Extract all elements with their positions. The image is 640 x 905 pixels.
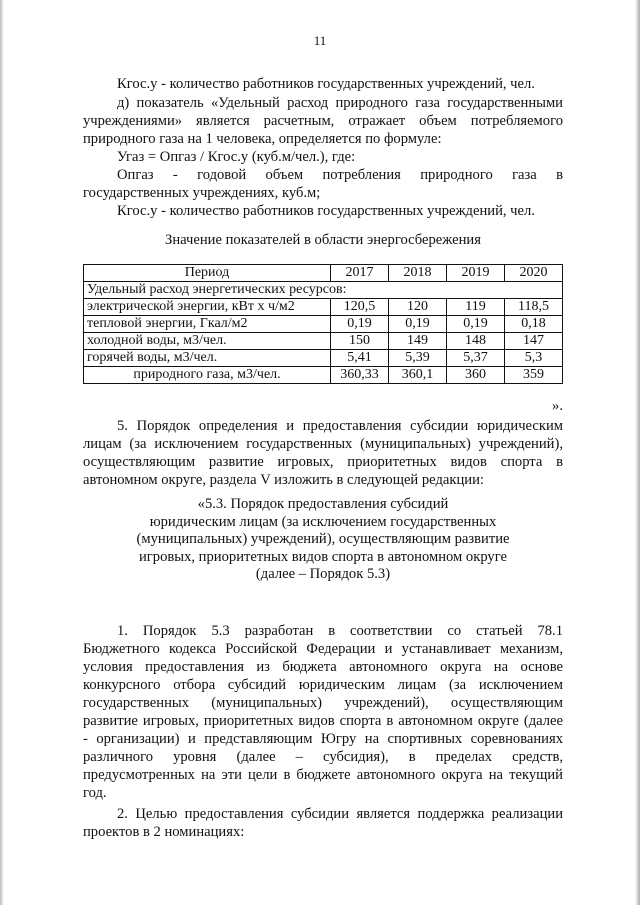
text-line: государственных (муниципальных) учреждений), осуществляющим bbox=[83, 695, 563, 711]
header-period: Период bbox=[84, 265, 331, 282]
table-group-row bbox=[84, 282, 563, 299]
text-line: природного газа на 1 человека, определяется по формуле: bbox=[83, 131, 442, 147]
heading-line: (далее – Порядок 5.3) bbox=[255, 566, 391, 583]
table-row bbox=[84, 316, 563, 333]
text-line: - организации) и представляющим Югру на спортивных соревнованиях bbox=[83, 731, 563, 747]
table-title: Значение показателей в области энергосбережения bbox=[165, 232, 481, 248]
row-label: холодной воды, м3/чел. bbox=[84, 333, 331, 350]
heading-line: игровых, приоритетных видов спорта в автономном округе bbox=[139, 548, 507, 565]
text-line: Кгос.у - количество работников государственных учреждений, чел. bbox=[117, 203, 535, 219]
cell-value: 0,18 bbox=[505, 316, 563, 333]
cell-value: 120,5 bbox=[331, 299, 389, 316]
heading-line: (муниципальных) учреждений), осуществляющим развитие bbox=[136, 531, 510, 548]
text-line: проектов в 2 номинациях: bbox=[83, 824, 245, 840]
cell-value: 147 bbox=[505, 333, 563, 350]
cell-value: 149 bbox=[389, 333, 447, 350]
cell-value: 5,39 bbox=[389, 350, 447, 367]
header-year: 2019 bbox=[447, 265, 505, 282]
cell-value: 119 bbox=[447, 299, 505, 316]
text-line: учреждениями» является расчетным, отражает объем потребляемого bbox=[83, 113, 563, 129]
cell-value: 148 bbox=[447, 333, 505, 350]
cell-value: 150 bbox=[331, 333, 389, 350]
end-quote: ». bbox=[552, 398, 563, 414]
row-label: электрической энергии, кВт х ч/м2 bbox=[84, 299, 331, 316]
text-line: лицам (за исключением государственных (муниципальных) учреждений), bbox=[83, 436, 563, 452]
cell-value: 0,19 bbox=[331, 316, 389, 333]
group-label: Удельный расход энергетических ресурсов: bbox=[84, 282, 563, 299]
cell-value: 0,19 bbox=[447, 316, 505, 333]
table-row bbox=[84, 299, 563, 316]
row-label: тепловой энергии, Гкал/м2 bbox=[84, 316, 331, 333]
cell-value: 360,1 bbox=[389, 367, 447, 384]
text-line: предусмотренных на эти цели в бюджете автономного округа на текущий bbox=[83, 767, 563, 783]
section-heading bbox=[83, 496, 563, 584]
text-line: различного уровня (далее – субсидия), в пределах средств, bbox=[83, 749, 563, 765]
cell-value: 5,3 bbox=[505, 350, 563, 367]
energy-indicators-table bbox=[83, 264, 563, 384]
text-line: 2. Целью предоставления субсидии является поддержка реализации bbox=[117, 806, 563, 822]
text-line: конкурсного отбора субсидий юридическим лицам (за исключением bbox=[83, 677, 563, 693]
text-line: д) показатель «Удельный расход природного газа государственными bbox=[117, 95, 563, 111]
text-line: автономном округе, раздела V изложить в следующей редакции: bbox=[83, 472, 484, 488]
header-year: 2018 bbox=[389, 265, 447, 282]
text-line: условия предоставления из бюджета автономного округа на основе bbox=[83, 659, 563, 675]
heading-line: «5.3. Порядок предоставления субсидий bbox=[197, 496, 449, 512]
page-number: 11 bbox=[313, 33, 327, 48]
table-row bbox=[84, 350, 563, 367]
formula-line: Угаз = Опгаз / Кгос.у (куб.м/чел.), где: bbox=[117, 149, 356, 165]
row-label: горячей воды, м3/чел. bbox=[84, 350, 331, 367]
text-line: осуществляющим развитие игровых, приоритетных видов спорта в bbox=[83, 454, 563, 470]
cell-value: 5,41 bbox=[331, 350, 389, 367]
text-line: 5. Порядок определения и предоставления субсидии юридическим bbox=[117, 418, 563, 434]
text-line: развитие игровых, приоритетных видов спорта в автономном округе (далее bbox=[83, 713, 563, 729]
text-line: Кгос.у - количество работников государственных учреждений, чел. bbox=[117, 76, 535, 92]
table-header-row bbox=[84, 265, 563, 282]
text-line: государственных учреждениях, куб.м; bbox=[83, 185, 321, 201]
table-row bbox=[84, 333, 563, 350]
cell-value: 360 bbox=[447, 367, 505, 384]
text-line: Бюджетного кодекса Российской Федерации и устанавливает механизм, bbox=[83, 641, 563, 657]
row-label: природного газа, м3/чел. bbox=[84, 367, 331, 384]
scan-edge-right bbox=[635, 0, 640, 905]
header-year: 2017 bbox=[331, 265, 389, 282]
cell-value: 5,37 bbox=[447, 350, 505, 367]
text-line: 1. Порядок 5.3 разработан в соответствии со статьей 78.1 bbox=[117, 623, 563, 639]
table-row bbox=[84, 367, 563, 384]
cell-value: 118,5 bbox=[505, 299, 563, 316]
cell-value: 359 bbox=[505, 367, 563, 384]
text-line: год. bbox=[83, 785, 107, 801]
cell-value: 120 bbox=[389, 299, 447, 316]
cell-value: 360,33 bbox=[331, 367, 389, 384]
scan-edge-left bbox=[0, 0, 4, 905]
text-line: Опгаз - годовой объем потребления природного газа в bbox=[117, 167, 563, 183]
heading-line: юридическим лицам (за исключением государственных bbox=[149, 513, 497, 530]
header-year: 2020 bbox=[505, 265, 563, 282]
cell-value: 0,19 bbox=[389, 316, 447, 333]
